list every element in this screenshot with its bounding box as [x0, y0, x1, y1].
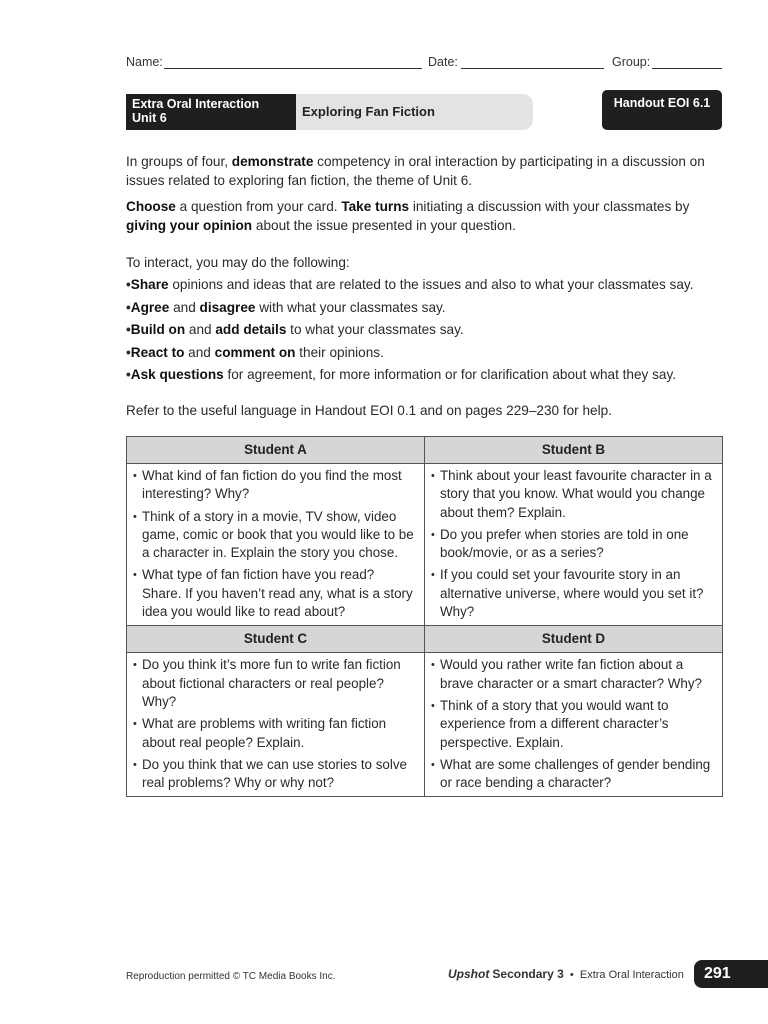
footer-series — [448, 967, 684, 981]
student-c-questions — [127, 653, 425, 797]
brand-name: Upshot — [448, 967, 490, 981]
question-item: • Think of a story in a movie, TV show, video game, comic or book that you would like to be a character in. Explain the story you chose. — [133, 508, 416, 563]
intro-paragraph: In groups of four, demonstrate competency in oral interaction by participating in a discussion on issues related to exploring fan fiction, the theme of Unit 6. — [126, 154, 705, 188]
unit-banner — [126, 94, 296, 130]
group-label: Group: — [612, 55, 651, 69]
student-a-questions — [127, 464, 425, 626]
unit-banner-line1: Extra Oral Interaction — [132, 97, 260, 111]
student-d-header: Student D — [425, 626, 723, 653]
interaction-item: • Build on and add details to what your classmates say. — [126, 321, 726, 340]
interaction-list — [126, 254, 726, 388]
interaction-item: • React to and comment on their opinions. — [126, 344, 726, 363]
interaction-item: • Ask questions for agreement, for more information or for clarification about what they say. — [126, 366, 726, 385]
date-label: Date: — [428, 55, 458, 69]
instructions-paragraph: Choose a question from your card. Take turns initiating a discussion with your classmates by giving your opinion about the issue presented in your question. — [126, 199, 690, 233]
question-item: • Would you rather write fan fiction about a brave character or a smart character? Why? — [431, 656, 714, 693]
student-b-questions — [425, 464, 723, 626]
section-name: Extra Oral Interaction — [579, 969, 684, 981]
interaction-item: • Agree and disagree with what your classmates say. — [126, 299, 726, 318]
reference-note: Refer to the useful language in Handout EOI 0.1 and on pages 229–230 for help. — [126, 403, 612, 418]
name-label: Name: — [126, 55, 163, 69]
date-field[interactable] — [461, 68, 604, 69]
question-item: • What are some challenges of gender bending or race bending a character? — [431, 756, 714, 793]
student-d-questions — [425, 653, 723, 797]
question-item: • Do you prefer when stories are told in one book/movie, or as a series? — [431, 526, 714, 563]
student-c-header: Student C — [127, 626, 425, 653]
student-questions-table — [126, 436, 723, 797]
question-item: • If you could set your favourite story in an alternative universe, where would you set it? Why? — [431, 566, 714, 621]
question-item: • Think of a story that you would want to experience from a different character’s perspective. Explain. — [431, 697, 714, 752]
group-field[interactable] — [652, 68, 722, 69]
copyright-notice: Reproduction permitted © TC Media Books Inc. — [126, 971, 336, 982]
student-a-header: Student A — [127, 437, 425, 464]
handout-number: Handout EOI 6.1 — [602, 90, 722, 130]
student-b-header: Student B — [425, 437, 723, 464]
question-item: • What type of fan fiction have you read? Share. If you haven’t read any, what is a story idea you would like to read about? — [133, 566, 416, 621]
question-item: • Do you think it’s more fun to write fan fiction about fictional characters or real people? Why? — [133, 656, 416, 711]
question-item: • Think about your least favourite character in a story that you know. What would you change about them? Explain. — [431, 467, 714, 522]
footer-bullet: • — [569, 969, 574, 981]
interaction-item: • Share opinions and ideas that are related to the issues and also to what your classmates say. — [126, 276, 726, 295]
question-item: • What are problems with writing fan fiction about real people? Explain. — [133, 715, 416, 752]
page-number: 291 — [694, 960, 768, 988]
handout-title: Exploring Fan Fiction — [296, 94, 533, 130]
interaction-lead: To interact, you may do the following: — [126, 255, 350, 270]
name-field[interactable] — [164, 68, 422, 69]
series-name: Secondary 3 — [492, 967, 564, 981]
question-item: • What kind of fan fiction do you find the most interesting? Why? — [133, 467, 416, 504]
question-item: • Do you think that we can use stories to solve real problems? Why or why not? — [133, 756, 416, 793]
unit-banner-line2: Unit 6 — [132, 111, 167, 125]
